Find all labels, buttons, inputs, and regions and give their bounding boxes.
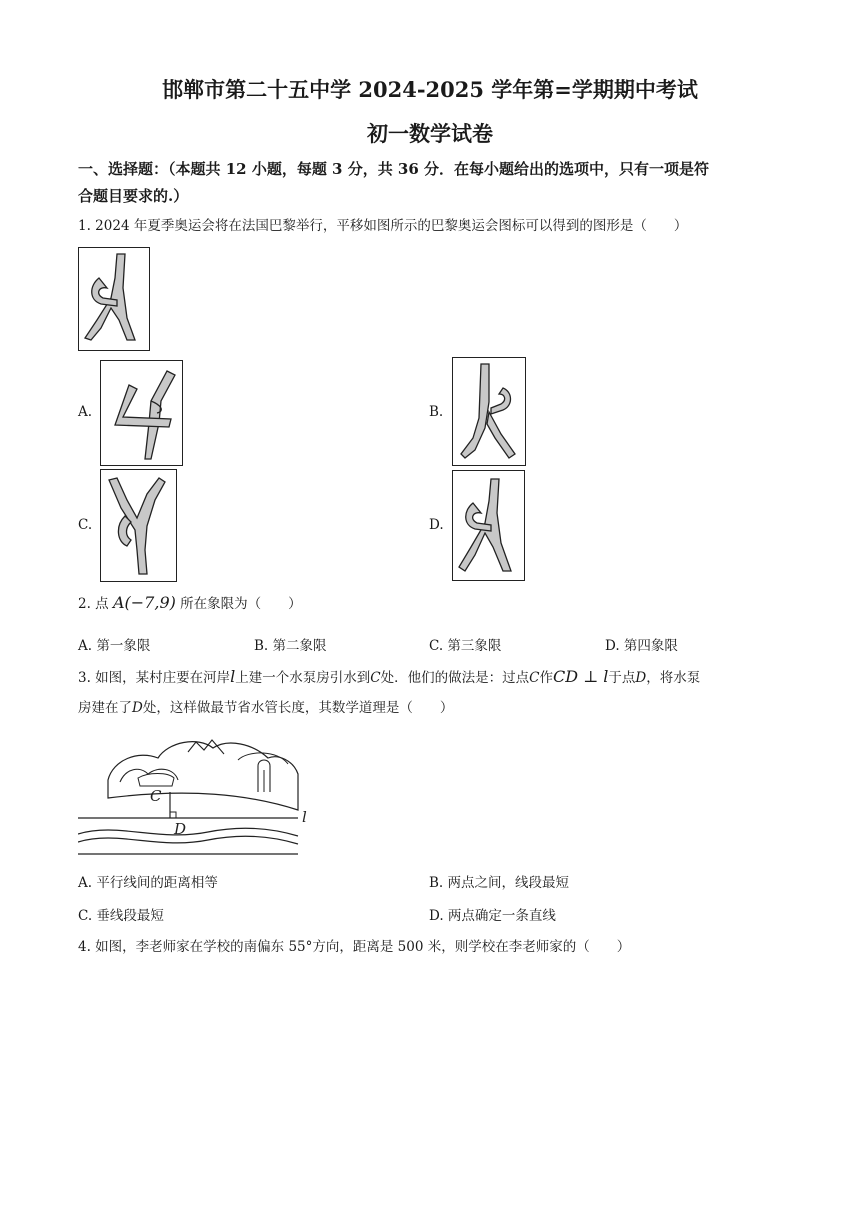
q3-option-a[interactable]: A. 平行线间的距离相等 — [78, 875, 218, 891]
q3-option-b[interactable]: B. 两点之间，线段最短 — [429, 875, 570, 891]
q1-option-c-label[interactable]: C. — [78, 517, 93, 533]
q2-point: A(−7,9) — [112, 593, 176, 612]
q3-text: 上建一个水泵房引水到 — [235, 670, 371, 686]
section-heading-line2: 合题目要求的.） — [78, 187, 189, 205]
exam-title: 邯郸市第二十五中学 2024-2025 学年第=学期期中考试 — [162, 77, 698, 102]
question-3-stem — [78, 662, 788, 723]
q2-option-a[interactable]: A. 第一象限 — [78, 638, 151, 654]
q1-option-d-label[interactable]: D. — [429, 517, 444, 533]
question-4-stem: 4. 如图，李老师家在学校的南偏东 55°方向，距离是 500 米，则学校在李老师家的（ ） — [78, 939, 631, 955]
q3-river-figure — [78, 730, 328, 858]
q1-option-c-figure[interactable] — [100, 469, 177, 582]
question-2-stem — [78, 588, 788, 619]
q1-option-b-label[interactable]: B. — [429, 404, 444, 420]
q3-text: ，将水泵 — [646, 670, 701, 686]
section-heading — [78, 156, 788, 210]
q3-text: 处，这样做最节省水管长度，其数学道理是（ ） — [142, 700, 454, 716]
q2-option-c[interactable]: C. 第三象限 — [429, 638, 502, 654]
question-1-stem: 1. 2024 年夏季奥运会将在法国巴黎举行，平移如图所示的巴黎奥运会图标可以得到的图形是（ ） — [78, 218, 688, 234]
q3-text: 于点 — [608, 670, 636, 686]
q3-var-l: l — [230, 667, 236, 686]
q3-text: 作 — [539, 670, 553, 686]
q1-option-a-label[interactable]: A. — [78, 404, 93, 420]
exam-subtitle: 初一数学试卷 — [367, 121, 493, 146]
q2-option-d[interactable]: D. 第四象限 — [605, 638, 678, 654]
q3-label-l: l — [302, 808, 307, 826]
q3-text: 处．他们的做法是：过点 — [380, 670, 530, 686]
q3-var-c: C — [529, 670, 540, 686]
q3-option-d[interactable]: D. 两点确定一条直线 — [429, 908, 556, 924]
q1-option-a-figure[interactable] — [100, 360, 183, 466]
q1-reference-logo — [78, 247, 150, 351]
q3-text: 3. 如图，某村庄要在河岸 — [78, 670, 231, 686]
q3-text: 房建在了 — [78, 700, 132, 716]
section-heading-line1: 一、选择题：（本题共 12 小题，每题 3 分，共 36 分．在每小题给出的选项中，只有一项是符 — [78, 160, 710, 178]
q3-var-c: C — [370, 670, 381, 686]
q3-var-d: D — [132, 700, 143, 716]
q3-label-d: D — [174, 820, 187, 838]
q3-label-c: C — [150, 787, 162, 805]
q3-perp-expression: CD ⊥ l — [552, 667, 609, 686]
q1-option-d-figure[interactable] — [452, 470, 525, 581]
q1-option-b-figure[interactable] — [452, 357, 526, 466]
q3-line-2 — [78, 693, 788, 723]
q3-line-1 — [78, 662, 788, 693]
q3-var-d: D — [635, 670, 647, 686]
q2-suffix: 所在象限为（ ） — [180, 596, 302, 612]
q2-option-b[interactable]: B. 第二象限 — [254, 638, 327, 654]
q3-option-c[interactable]: C. 垂线段最短 — [78, 908, 164, 924]
q2-prefix: 2. 点 — [78, 596, 109, 612]
